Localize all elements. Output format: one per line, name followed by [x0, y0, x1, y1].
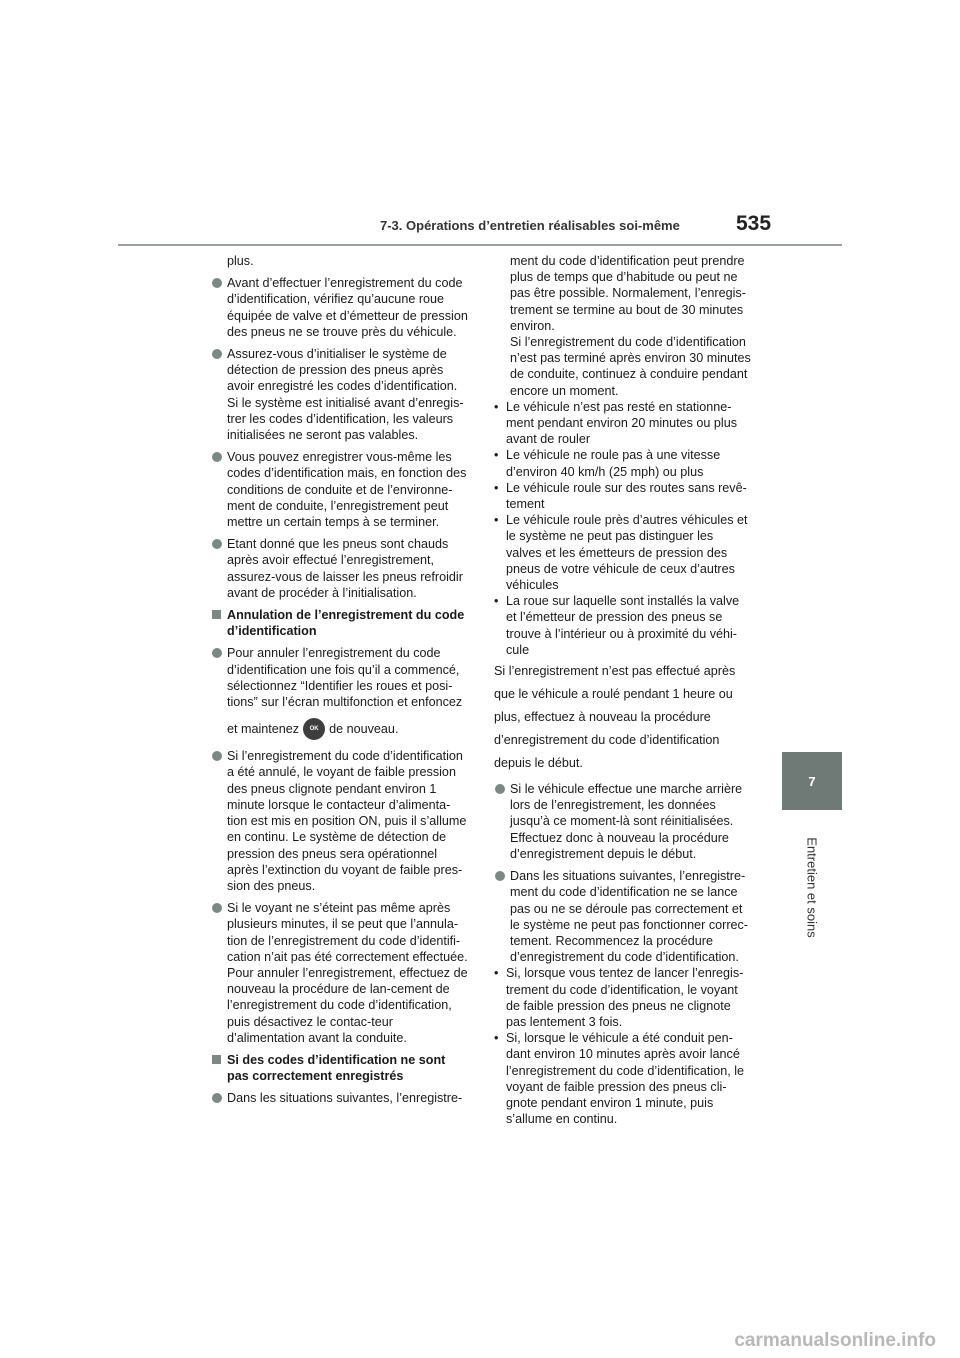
paragraph-line: depuis le début.: [494, 756, 583, 771]
section-heading: Annulation de l’enregistrement du code d’identification: [211, 607, 469, 639]
bullet-item: Vous pouvez enregistrer vous-même les codes d’identification mais, en fonction des conditions de conduite et de l’environne-ment de conduite, l’enregistrement peut mettre un certain temps à se terminer.: [211, 449, 469, 530]
page-number: 535: [736, 212, 772, 235]
bullet-item: Avant d’effectuer l’enregistrement du code d’identification, vérifiez qu’aucune roue équipée de valve et d’émetteur de pression des pneus ne se trouve près du véhicule.: [211, 275, 469, 340]
section-title: 7-3. Opérations d’entretien réalisables soi-même: [380, 218, 680, 233]
continued-text: plus.: [227, 254, 254, 268]
watermark: carmanualsonline.info: [734, 1330, 936, 1351]
ok-instruction-post: de nouveau.: [329, 722, 399, 737]
bullet-item: Si l’enregistrement du code d’identification a été annulé, le voyant de faible pression des pneus clignote pendant environ 1 minute lorsque le contacteur d’alimenta-tion est mis en position ON, puis il s’allume en continu. Le système de détection de pression des pneus sera opérationnel après l’extinction du voyant de faible pres-sion des pneus.: [211, 748, 469, 894]
dash-item: • Le véhicule roule près d’autres véhicules et le système ne peut pas distinguer les valves et les émetteurs de pression des pneus de votre véhicule de ceux d’autres véhicules: [494, 512, 752, 593]
paragraph-line: Si l’enregistrement n’est pas effectué après: [494, 664, 736, 679]
header-rule: [118, 244, 842, 246]
chapter-title-text: Entretien et soins: [804, 836, 820, 938]
paragraph-line: d’enregistrement du code d’identification: [494, 733, 720, 748]
paragraph-line: plus, effectuez à nouveau la procédure: [494, 710, 711, 725]
bullet-item: Etant donné que les pneus sont chauds après avoir effectué l’enregistrement, assurez-vous de laisser les pneus refroidir avant de procéder à l’initialisation.: [211, 536, 469, 601]
right-column: [494, 253, 752, 1127]
dash-item: • Si, lorsque le véhicule a été conduit pen-dant environ 10 minutes après avoir lancé l’enregistrement du code d’identification, le voyant de faible pression des pneus cli-gnote pendant environ 1 minute, puis s’allume en continu.: [494, 1030, 752, 1127]
paragraph-line: que le véhicule a roulé pendant 1 heure ou: [494, 687, 733, 702]
bullet-item: Assurez-vous d’initialiser le système de détection de pression des pneus après avoir enregistré les codes d’identification. Si le système est initialisé avant d’enregis-trer les codes d’identification, les valeurs initialisées ne seront pas valables.: [211, 346, 469, 443]
dash-item: • Le véhicule ne roule pas à une vitesse d’environ 40 km/h (25 mph) ou plus: [494, 447, 752, 479]
ok-instruction-pre: et maintenez: [227, 722, 300, 737]
dash-item: • Le véhicule roule sur des routes sans revê-tement: [494, 480, 752, 512]
dash-item: • Si, lorsque vous tentez de lancer l’enregis-trement du code d’identification, le voyant de faible pression des pneus ne clignote pas lentement 3 fois.: [494, 965, 752, 1030]
section-heading: Si des codes d’identification ne sont pas correctement enregistrés: [211, 1052, 469, 1084]
left-column: [211, 253, 469, 1113]
bullet-item: Si le voyant ne s’éteint pas même après plusieurs minutes, il se peut que l’annula-tion de l’enregistrement du code d’identifi-cation n’ait pas été correctement effectuée. Pour annuler l’enregistrement, effectuez de nouveau la procédure de lan-cement de l’enregistrement du code d’identification, puis désactivez le contac-teur d’alimentation avant la conduite.: [211, 900, 469, 1046]
bullet-item: Dans les situations suivantes, l’enregistre-ment du code d’identification ne se lance pas ou ne se déroule pas correctement et le système ne peut pas fonctionner correc-tement. Recommencez la procédure d’enregistrement du code d’identification.: [494, 868, 752, 965]
continued-text: Si l’enregistrement du code d’identification n’est pas terminé après environ 30 minutes de conduite, continuez à conduire pendant encore un moment.: [510, 335, 751, 398]
dash-item: • La roue sur laquelle sont installés la valve et l’émetteur de pression des pneus se trouve à l’intérieur ou à proximité du véhi-cule: [494, 593, 752, 658]
chapter-title: [782, 812, 842, 962]
bullet-item: Pour annuler l’enregistrement du code d’identification une fois qu’il a commencé, sélectionnez “Identifier les roues et posi-tions” sur l’écran multifonction et enfoncez: [211, 645, 469, 710]
chapter-tab[interactable]: 7: [782, 752, 842, 810]
bullet-item: Dans les situations suivantes, l’enregistre-: [211, 1090, 469, 1106]
dash-item: • Le véhicule n’est pas resté en stationne-ment pendant environ 20 minutes ou plus avant de rouler: [494, 399, 752, 448]
ok-instruction-line: [211, 718, 469, 740]
ok-button-icon: OK: [303, 718, 325, 740]
continued-text: ment du code d’identification peut prendre plus de temps que d’habitude ou peut ne pas être possible. Normalement, l’enregis-trement se termine au bout de 30 minutes environ.: [510, 254, 746, 333]
bullet-item: Si le véhicule effectue une marche arrière lors de l’enregistrement, les données jusqu’à ce moment-là sont réinitialisées. Effectuez donc à nouveau la procédure d’enregistrement depuis le début.: [494, 781, 752, 862]
